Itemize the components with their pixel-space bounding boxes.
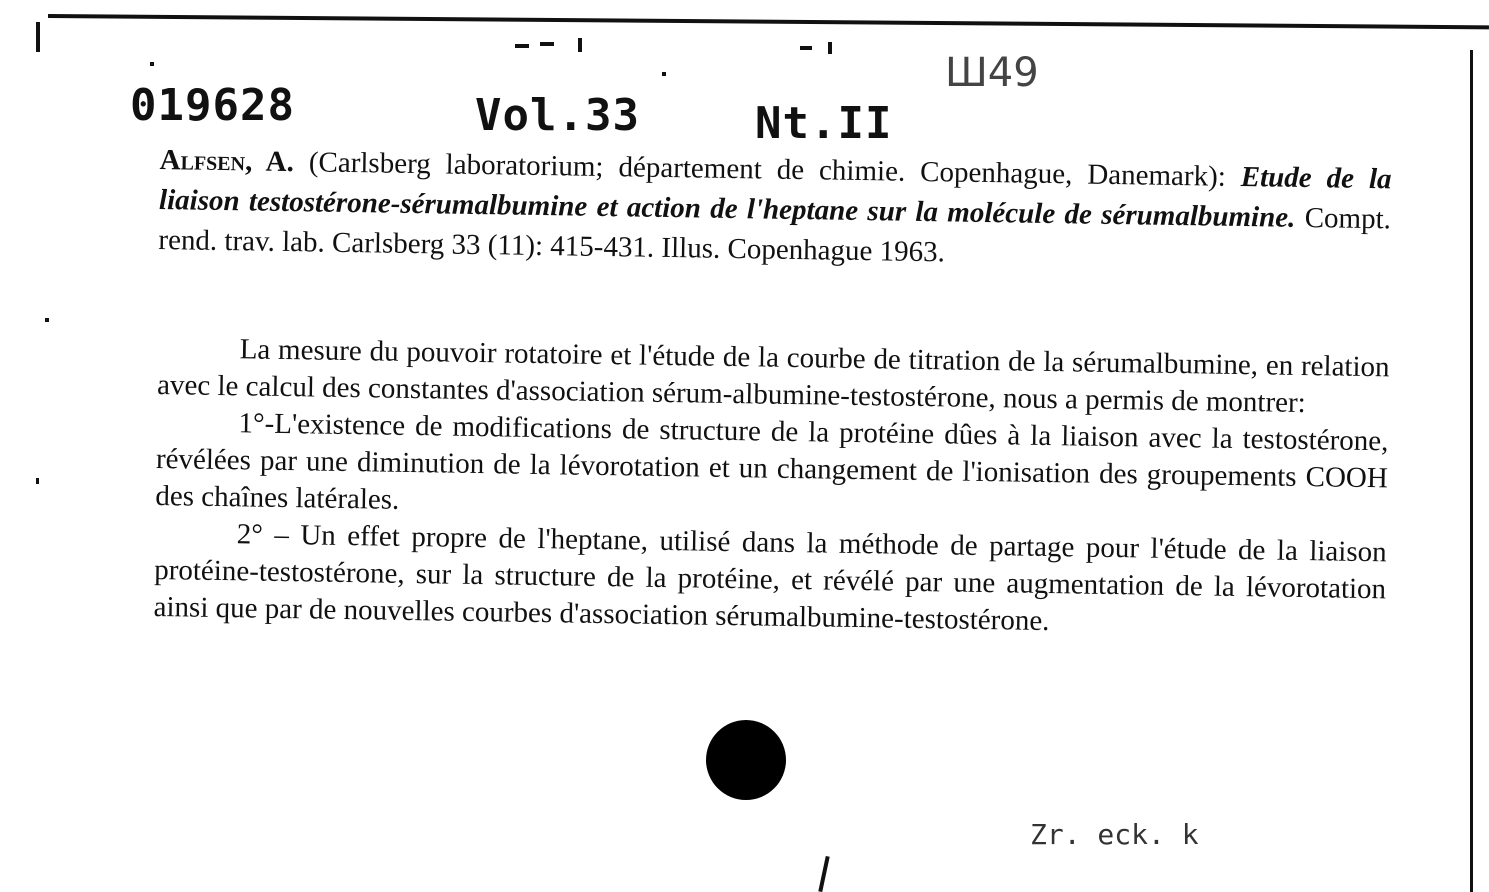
right-border-line xyxy=(1470,50,1473,892)
article-title: Etude de la liaison testostérone-sérumalbumine et action de l'heptane sur la molécule de sérumalbumine. xyxy=(158,160,1392,234)
author-name: Alfsen, A. xyxy=(159,143,295,179)
scan-speck xyxy=(36,478,39,484)
abstract-body xyxy=(153,330,1389,645)
scan-speck xyxy=(578,38,582,52)
abstract-point-1: 1°-L'existence de modifications de structure de la protéine dûes à la liaison avec la testostérone, révélées par une diminution de la lévorotation et un changement de l'ionisation des groupements COOH des chaînes latérales. xyxy=(155,407,1389,516)
author-affiliation: (Carlsberg laboratorium; département de chimie. Copenhague, Danemark): xyxy=(308,146,1227,193)
scan-speck xyxy=(515,44,529,48)
top-border-line xyxy=(48,14,1489,29)
abstract-point-2: 2° – Un effet propre de l'heptane, utilisé dans la méthode de partage pour l'étude de la liaison protéine-testostérone, sur la structure de la protéine, et révélé par une augmentation de la lévorotation ainsi que par de nouvelles courbes d'association sérumalbumine-testostérone. xyxy=(153,518,1387,638)
volume-label: Vol.33 xyxy=(475,90,640,141)
handwritten-footer-note: Zr. eck. k xyxy=(1030,818,1199,851)
handwritten-mark: Ш49 xyxy=(945,50,1039,96)
scan-speck xyxy=(45,318,49,322)
accession-number: 019628 xyxy=(130,80,295,131)
scan-speck xyxy=(828,42,832,54)
scan-speck xyxy=(36,22,40,52)
scan-speck xyxy=(150,62,154,66)
bibliographic-citation xyxy=(158,140,1392,279)
number-label: Nt.II xyxy=(755,98,893,149)
publication-source: Compt. rend. trav. lab. Carlsberg 33 (11): 415-431. Illus. Copenhague 1963. xyxy=(158,201,1392,269)
abstract-intro: La mesure du pouvoir rotatoire et l'étude de la courbe de titration de la sérumalbumine, en relation avec le calcul des constantes d'association sérum-albumine-testostérone, nous a permis de montrer: xyxy=(156,333,1390,420)
scan-speck xyxy=(662,72,666,76)
scan-speck xyxy=(800,46,812,50)
scan-speck xyxy=(540,42,554,46)
punch-hole xyxy=(706,720,786,800)
bottom-pen-mark xyxy=(818,856,829,892)
